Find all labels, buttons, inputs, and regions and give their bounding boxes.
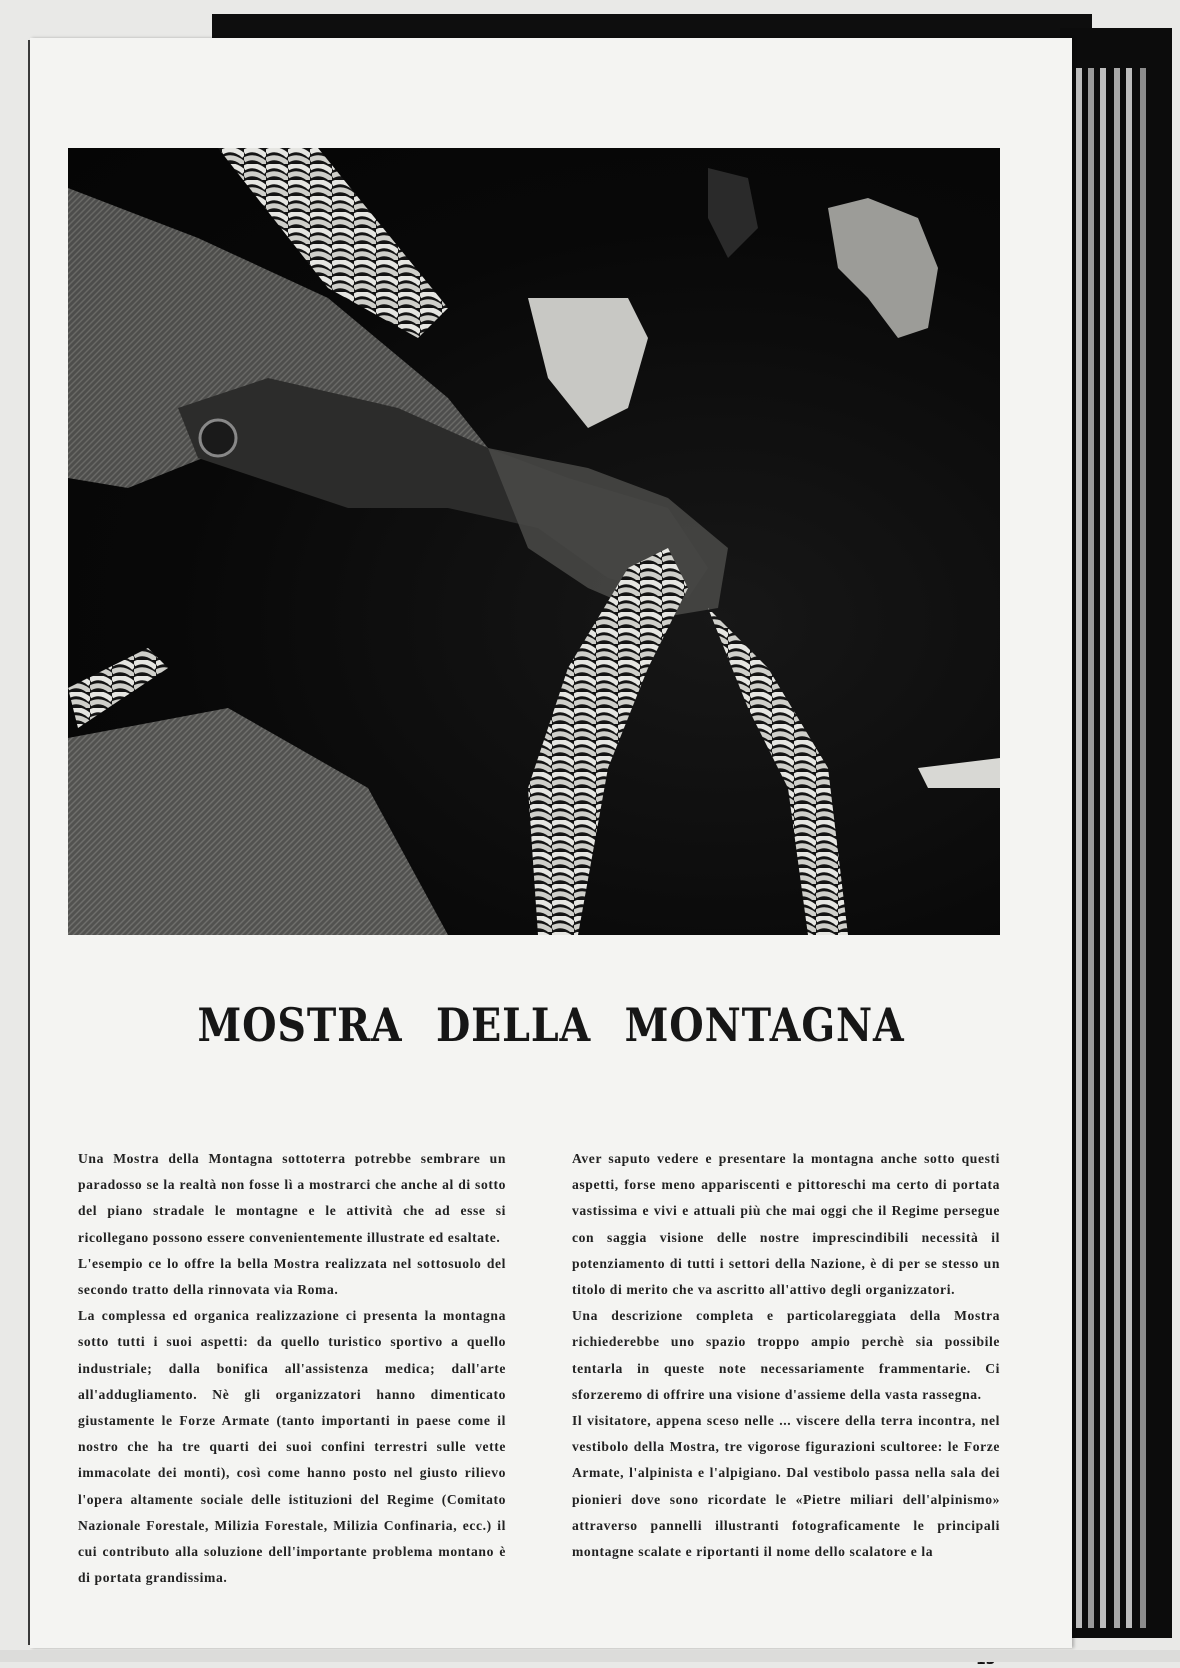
- paragraph: Una descrizione completa e particolareggiata della Mostra richiederebbe uno spazio troppo ampio perchè sia possibile tentarla in queste note necessariamente frammentarie. Ci sforzeremo di offrire una visione d'assieme della vasta rassegna.: [572, 1308, 1000, 1402]
- paragraph: Il visitatore, appena sceso nelle ... viscere della terra incontra, nel vestibolo della Mostra, tre vigorose figurazioni scultoree: le Forze Armate, l'alpinista e l'alpigiano. Dal vestibolo passa nella sala dei pionieri dove sono ricordate le «Pietre miliari dell'alpinismo» attraverso pannelli illustranti fotograficamente le principali montagne scalate e riportanti il nome dello scalatore e la: [572, 1413, 1000, 1560]
- page-edge: [1126, 68, 1132, 1628]
- paragraph: La complessa ed organica realizzazione ci presenta la montagna sotto tutti i suoi aspetti: da quello turistico sportivo a quello industriale; dalla bonifica all'assistenza medica; dall'arte all'addugliamento. Nè gli organizzatori hanno dimenticato giustamente le Forze Armate (tanto importanti in paese come il nostro che ha tre quarti dei suoi confini terrestri sulle vette immacolate dei monti), così come hanno posto nel giusto rilievo l'opera altamente sociale delle istituzioni del Regime (Comitato Nazionale Forestale, Milizia Forestale, Milizia Confinaria, ecc.) il cui contributo alla soluzione dell'importante problema montano è di portata grandissima.: [78, 1308, 506, 1586]
- article-title: MOSTRA DELLA MONTAGNA: [197, 998, 905, 1052]
- magazine-page: [30, 38, 1072, 1648]
- page-stack: [1060, 28, 1172, 1638]
- paragraph: L'esempio ce lo offre la bella Mostra realizzata nel sottosuolo del secondo tratto della rinnovata via Roma.: [78, 1255, 506, 1298]
- article-column-right: [572, 1146, 1000, 1565]
- mountain-rope-photo: [68, 148, 1000, 935]
- page-edge: [1076, 68, 1082, 1628]
- page-edge: [1114, 68, 1120, 1628]
- page-edge: [1100, 68, 1106, 1628]
- article-column-left: [78, 1146, 506, 1591]
- photo-illustration: [68, 148, 1000, 935]
- page-edge: [1088, 68, 1094, 1628]
- page-edge: [1140, 68, 1146, 1628]
- paragraph: Una Mostra della Montagna sottoterra potrebbe sembrare un paradosso se la realtà non fosse lì a mostrarci che anche al di sotto del piano stradale le montagne e le attività che ad esse si ricollegano possono essere convenientemente illustrate ed esaltate.: [78, 1151, 506, 1245]
- scan-bottom-edge: [0, 1650, 1180, 1662]
- paragraph: Aver saputo vedere e presentare la montagna anche sotto questi aspetti, forse meno appariscenti e pittoreschi ma certo di portata vastissima e vivi e attuali più che mai oggi che il Regime persegue con saggia visione delle nostre imprescindibili necessità il potenziamento di tutti i settori della Nazione, è di per se stesso un titolo di merito che va ascritto all'attivo degli organizzatori.: [572, 1151, 1000, 1298]
